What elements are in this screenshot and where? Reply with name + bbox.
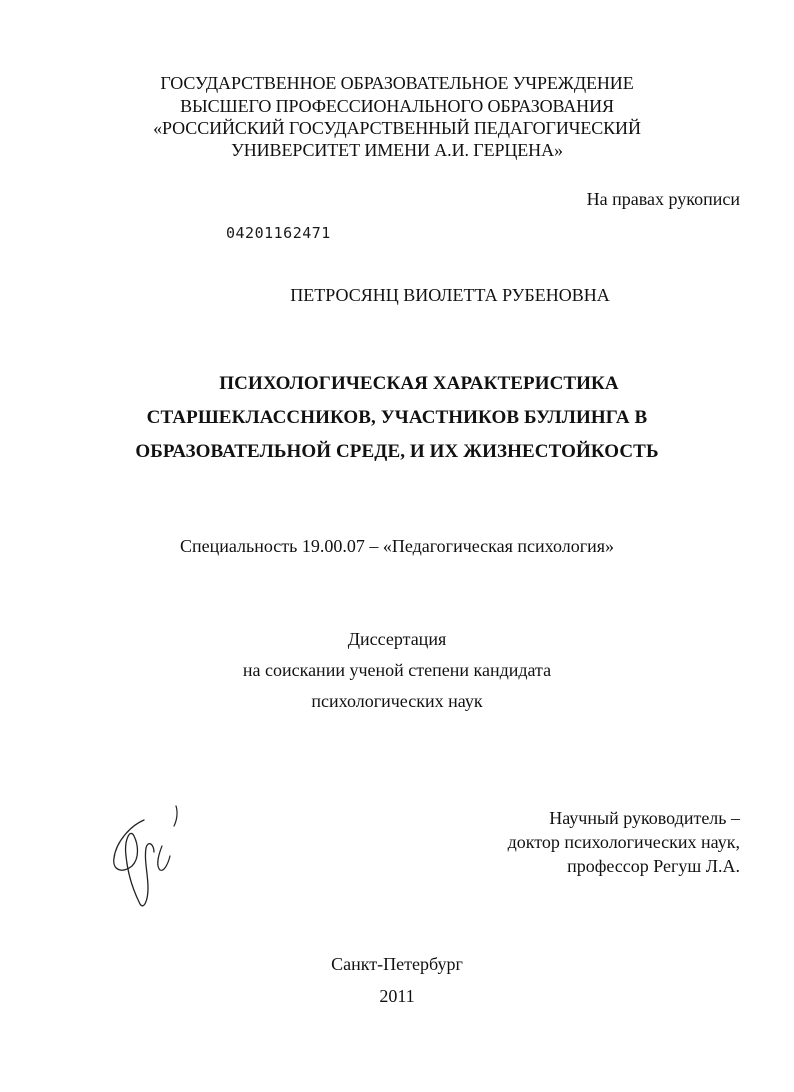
year: 2011 [379, 986, 415, 1006]
degree-line-1: Диссертация [347, 629, 447, 649]
title-line-2: СТАРШЕКЛАССНИКОВ, УЧАСТНИКОВ БУЛЛИНГА В [146, 407, 648, 428]
institution-line-4: УНИВЕРСИТЕТ ИМЕНИ А.И. ГЕРЦЕНА» [231, 140, 563, 160]
manuscript-note: На правах рукописи [586, 189, 740, 209]
catalog-number: 04201162471 [226, 224, 331, 242]
supervisor-block [508, 806, 740, 878]
city: Санкт-Петербург [331, 954, 463, 974]
signature-icon [104, 800, 194, 912]
title-line-1: ПСИХОЛОГИЧЕСКАЯ ХАРАКТЕРИСТИКА [219, 373, 619, 394]
supervisor-line-2: доктор психологических наук, [507, 832, 740, 852]
supervisor-line-1: Научный руководитель – [549, 808, 740, 828]
supervisor-line-3: профессор Регуш Л.А. [567, 856, 740, 876]
author-name: ПЕТРОСЯНЦ ВИОЛЕТТА РУБЕНОВНА [290, 285, 610, 305]
institution-line-1: ГОСУДАРСТВЕННОЕ ОБРАЗОВАТЕЛЬНОЕ УЧРЕЖДЕНИЕ [160, 73, 634, 93]
degree-line-3: психологических наук [311, 691, 483, 711]
institution-line-3: «РОССИЙСКИЙ ГОСУДАРСТВЕННЫЙ ПЕДАГОГИЧЕСКИЙ [153, 118, 641, 138]
specialty: Специальность 19.00.07 – «Педагогическая психология» [179, 536, 615, 556]
institution-line-2: ВЫСШЕГО ПРОФЕССИОНАЛЬНОГО ОБРАЗОВАНИЯ [180, 96, 614, 116]
degree-line-2: на соискании ученой степени кандидата [242, 660, 552, 680]
title-line-3: ОБРАЗОВАТЕЛЬНОЙ СРЕДЕ, И ИХ ЖИЗНЕСТОЙКОСТЬ [135, 441, 659, 462]
